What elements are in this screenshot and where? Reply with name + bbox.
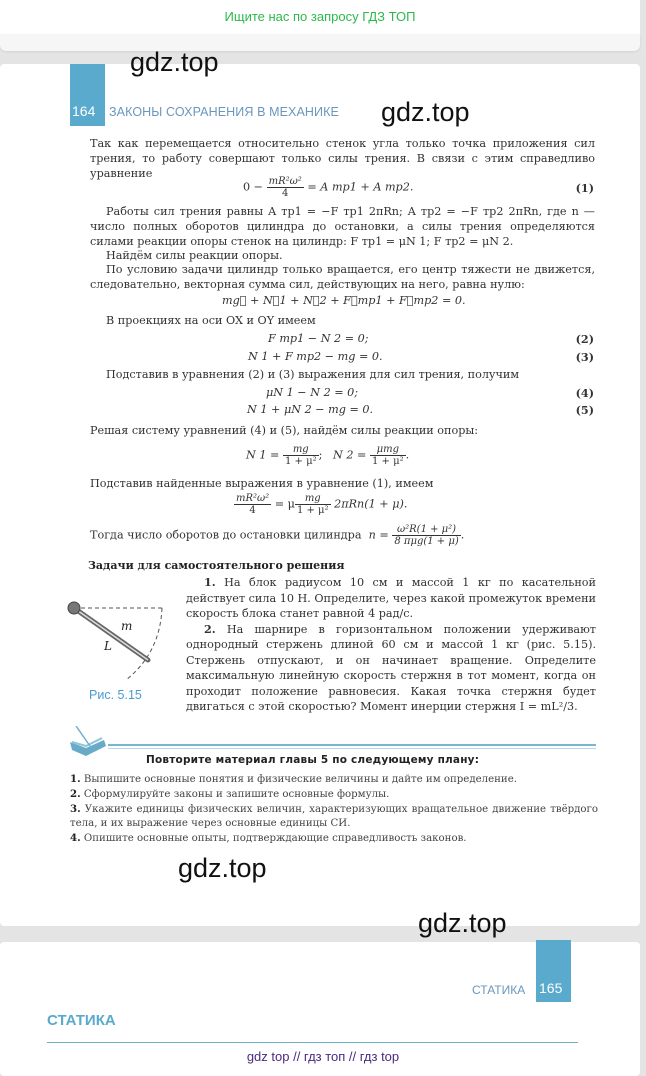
- watermark: gdz.top: [130, 47, 219, 77]
- equation-reactions: [246, 444, 409, 467]
- problem-item: [186, 575, 596, 622]
- numerator: mg: [283, 444, 319, 456]
- eq6-right: 2πRn(1 + μ).: [334, 497, 408, 511]
- review-divider-thin: [108, 748, 596, 749]
- problem-text: На блок радиусом 10 см и массой 1 кг по касательной действует сила 10 Н. Определите, через какой промежуток времени скорость блока станет равной 4 рад/с.: [186, 576, 596, 620]
- paragraph: Подставив в уравнения (2) и (3) выражения для сил трения, получим: [106, 368, 520, 381]
- equation-7-line: [90, 524, 464, 547]
- review-text: Сформулируйте законы и запишите основные формулы.: [83, 789, 390, 800]
- denominator: 1 + μ²: [296, 505, 329, 516]
- rod-figure: [64, 598, 174, 682]
- review-number: 4.: [70, 832, 81, 844]
- eq3-text: N 1 + F тр2 − mg = 0.: [248, 350, 383, 363]
- top-banner: [0, 0, 640, 34]
- running-header-right: СТАТИКА: [472, 983, 526, 997]
- denominator: 8 πμg(1 + μ): [394, 536, 459, 547]
- banner-text[interactable]: Ищите нас по запросу ГДЗ ТОП: [224, 9, 416, 24]
- review-text: Укажите единицы физических величин, характеризующих вращательное движение твёрдого тела, и их выражение через основные единицы СИ.: [70, 804, 598, 829]
- equation-1: [243, 176, 413, 199]
- eq1-right: = A тр1 + A тр2.: [307, 180, 414, 194]
- pivot-icon: [68, 602, 80, 614]
- paragraph: Подставив найденные выражения в уравнение (1), имеем: [90, 477, 434, 490]
- equation-vector: [222, 294, 466, 307]
- review-number: 1.: [70, 773, 81, 785]
- paragraph: Работы сил трения равны A тр1 = −F тр1 2πRn; A тр2 = −F тр2 2πRn, где n — число полных оборотов цилиндра до остановки, а силы трения определяются силами реакции опоры стенок на цилиндр: F тр1 = μN 1; F тр2 = μN 2.: [90, 205, 595, 248]
- eq1-left: 0 −: [243, 180, 264, 194]
- paragraph: Так как перемещается относительно стенок угла только точка приложения сил трения, то работу совершают только силы трения. В связи с этим справедливо уравнение: [90, 137, 595, 180]
- page-number-left: 164: [72, 103, 96, 119]
- page-number-right: 165: [539, 980, 563, 996]
- numerator: mR²ω²: [268, 176, 302, 187]
- fraction: [267, 176, 304, 199]
- equation-3: [248, 350, 383, 363]
- review-list: [70, 772, 598, 846]
- numerator: mR²ω²: [236, 493, 270, 504]
- fraction: [295, 493, 331, 516]
- equation-label: (1): [575, 181, 594, 195]
- section-rule: [47, 1042, 578, 1043]
- review-number: 3.: [70, 803, 81, 815]
- equation-label: (2): [575, 332, 594, 346]
- watermark: gdz.top: [381, 97, 470, 127]
- numerator: ω²R(1 + μ²): [392, 524, 460, 536]
- mass-label: m: [121, 619, 133, 633]
- fraction: [234, 493, 271, 516]
- equation-4: [266, 386, 358, 399]
- eq6-mid: = μ: [274, 497, 295, 511]
- watermark: gdz.top: [418, 908, 507, 938]
- eq7-left: n =: [368, 528, 389, 542]
- eq4-text: μN 1 − N 2 = 0;: [266, 386, 359, 399]
- running-header-left: ЗАКОНЫ СОХРАНЕНИЯ В МЕХАНИКЕ: [109, 105, 339, 119]
- paragraph: Найдём силы реакции опоры.: [106, 249, 283, 262]
- eq2-text: F тр1 − N 2 = 0;: [268, 332, 369, 345]
- eq7-text: Тогда число оборотов до остановки цилиндра: [90, 528, 362, 542]
- problem-number: 2.: [204, 621, 216, 636]
- footer-links[interactable]: gdz top // гдз топ // гдз top: [246, 1049, 400, 1064]
- equation-label: (5): [575, 403, 594, 417]
- equation-6: [234, 493, 407, 516]
- problems-title: Задачи для самостоятельного решения: [88, 559, 345, 572]
- denominator: 4: [282, 188, 289, 199]
- review-divider: [108, 744, 596, 746]
- review-item: [70, 787, 598, 802]
- period: .: [460, 528, 465, 542]
- review-item: [70, 831, 598, 846]
- book-pen-icon: [68, 726, 112, 760]
- n1-label: N 1 =: [246, 448, 280, 462]
- length-label: L: [104, 639, 112, 653]
- problem-number: 1.: [204, 575, 216, 589]
- review-text: Опишите основные опыты, подтверждающие справедливость законов.: [83, 833, 467, 844]
- section-heading: СТАТИКА: [47, 1012, 116, 1029]
- top-strip: [0, 34, 640, 51]
- fraction: [283, 444, 319, 467]
- figure-caption: Рис. 5.15: [89, 688, 142, 702]
- numerator: μmg: [370, 444, 406, 456]
- numerator: mg: [295, 493, 331, 505]
- paragraph: В проекциях на оси OX и OY имеем: [106, 314, 316, 327]
- review-item: [70, 772, 598, 787]
- equation-2: [268, 332, 369, 345]
- review-item: [70, 802, 598, 831]
- review-title: Повторите материал главы 5 по следующему плану:: [146, 754, 480, 766]
- fraction: [392, 524, 460, 547]
- period: .: [405, 448, 410, 462]
- watermark: gdz.top: [178, 853, 267, 883]
- problem-item: [186, 622, 596, 715]
- eq5-text: N 1 + μN 2 − mg = 0.: [247, 403, 374, 416]
- review-number: 2.: [70, 788, 81, 800]
- fraction: [370, 444, 406, 467]
- problem-text: На шарнире в горизонтальном положении удерживают однородный стержень длиной 60 см и массой 1 кг (рис. 5.15). Стержень отпускают, и он начинает вращение. Определите максимальную линейную скорость стержня в тот момент, когда он проходит положение равновесия. Какая точка стержня будет двигаться с этой скоростью? Момент инерции стержня I = mL²/3.: [186, 622, 597, 713]
- paragraph: Решая систему уравнений (4) и (5), найдём силы реакции опоры:: [90, 424, 479, 437]
- review-text: Выпишите основные понятия и физические величины и дайте им определение.: [83, 774, 517, 785]
- denominator: 4: [249, 505, 256, 516]
- separator: ;: [318, 448, 323, 462]
- eq-vector-text: mg⃗ + N⃗1 + N⃗2 + F⃗тр1 + F⃗тр2 = 0.: [222, 294, 466, 307]
- problems-list: [186, 575, 596, 715]
- equation-5: [247, 403, 373, 416]
- equation-label: (4): [575, 386, 594, 400]
- denominator: 1 + μ²: [284, 456, 317, 467]
- paragraph: По условию задачи цилиндр только вращается, его центр тяжести не движется, следовательно, векторная сумма сил, действующих на него, равна нулю:: [90, 263, 595, 291]
- n2-label: N 2 =: [333, 448, 367, 462]
- denominator: 1 + μ²: [372, 456, 404, 467]
- equation-label: (3): [575, 350, 594, 364]
